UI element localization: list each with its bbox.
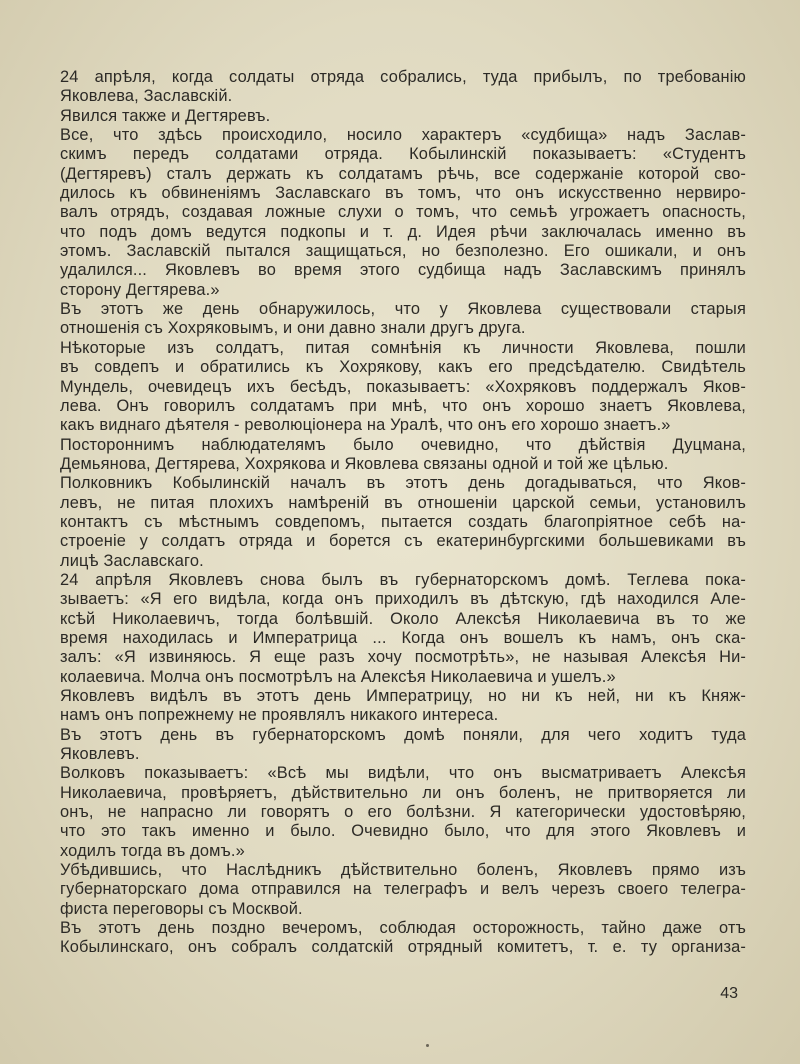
text-line: Яковлева, Заславскій. <box>60 87 233 106</box>
text-line: намъ онъ попрежнему не проявлялъ никакого интереса. <box>60 706 499 725</box>
text-line: залъ: «Я извиняюсь. Я еще разъ хочу посмотрѣть», не называя Алексѣя Ни- <box>60 648 746 667</box>
text-line: удалился... Яковлевъ во время этого судбища надъ Заславскимъ принялъ <box>60 261 746 280</box>
text-line: Полковникъ Кобылинскій началъ въ этотъ день догадываться, что Яков- <box>60 474 746 493</box>
text-line: (Дегтяревъ) сталъ держать къ солдатамъ рѣчь, все содержаніе которой сво- <box>60 164 746 183</box>
paragraph <box>60 339 746 436</box>
text-line: что подъ домъ ведутся подкопы и т. д. Идея рѣчи заключалась именно въ <box>60 222 746 241</box>
page-number: 43 <box>720 985 738 1002</box>
text-line: онъ, не напрасно ли говорятъ о его болѣзни. Я категорически удостовѣряю, <box>60 803 746 822</box>
paragraph <box>60 68 746 107</box>
text-line: что это такъ именно и было. Очевидно было, что для этого Яковлевъ и <box>60 822 746 841</box>
paragraph <box>60 107 746 126</box>
text-line: 24 апрѣля, когда солдаты отряда собрались, туда прибылъ, по требованію <box>60 68 746 86</box>
text-line: въ совдепъ и обратились къ Хохрякову, какъ его предсѣдателю. Свидѣтель <box>60 358 746 377</box>
text-line: Явился также и Дегтяревъ. <box>60 106 271 125</box>
text-line: лицѣ Заславскаго. <box>60 551 204 570</box>
text-line: Яковлевъ. <box>60 745 140 764</box>
text-line: время находилась и Императрица ... Когда онъ вошелъ къ намъ, онъ ска- <box>60 628 746 647</box>
text-line: Мундель, очевидецъ ихъ бесѣдъ, показываетъ: «Хохряковъ поддержалъ Яков- <box>60 377 746 396</box>
text-line: колаевича. Молча онъ посмотрѣлъ на Алексѣя Николаевича и ушелъ.» <box>60 667 616 686</box>
text-line: отношенія съ Хохряковымъ, и они давно знали другъ друга. <box>60 319 526 338</box>
text-line: Яковлевъ видѣлъ въ этотъ день Императрицу, но ни къ ней, ни къ Княж- <box>60 687 746 705</box>
paragraph <box>60 764 746 861</box>
text-line: Демьянова, Дегтярева, Хохрякова и Яковлева связаны одной и той же цѣлью. <box>60 454 669 473</box>
text-line: валъ отрядъ, создавая ложные слухи о томъ, что семьѣ угрожаетъ опасность, <box>60 203 746 222</box>
text-line: 24 апрѣля Яковлевъ снова былъ въ губернаторскомъ домѣ. Теглева пока- <box>60 570 746 589</box>
paragraph <box>60 919 746 958</box>
paragraph <box>60 126 746 300</box>
text-line: лева. Онъ говорилъ солдатамъ при мнѣ, что онъ хорошо знаетъ Яковлева, <box>60 396 746 415</box>
text-line: Постороннимъ наблюдателямъ было очевидно, что дѣйствія Дуцмана, <box>60 435 746 454</box>
text-line: губернаторскаго дома отправился на телеграфъ и велъ черезъ своего телегра- <box>60 880 746 899</box>
text-line: ксѣй Николаевичъ, тогда болѣвшій. Около Алексѣя Николаевича въ то же <box>60 609 746 628</box>
text-line: левъ, не питая плохихъ намѣреній въ отношеніи царской семьи, установилъ <box>60 493 746 512</box>
text-line: фиста переговоры съ Москвой. <box>60 899 303 918</box>
text-line: зываетъ: «Я его видѣла, когда онъ приходилъ въ дѣтскую, гдѣ находился Але- <box>60 590 746 609</box>
text-line: контактъ съ мѣстнымъ совдепомъ, пытается создать благопріятное себѣ на- <box>60 512 746 531</box>
text-line: Убѣдившись, что Наслѣдникъ дѣйствительно боленъ, Яковлевъ прямо изъ <box>60 861 746 880</box>
text-line: сторону Дегтярева.» <box>60 280 220 299</box>
paragraph <box>60 861 746 919</box>
text-line: этомъ. Заславскій пытался защищаться, но безполезно. Его ошикали, и онъ <box>60 242 746 261</box>
text-line: Нѣкоторые изъ солдатъ, питая сомнѣнія къ личности Яковлева, пошли <box>60 338 746 357</box>
text-line: строеніе у солдатъ отряда и борется съ екатеринбургскими большевиками въ <box>60 532 746 551</box>
text-line: Кобылинскаго, онъ собралъ солдатскій отрядный комитетъ, т. е. ту организа- <box>60 938 746 957</box>
text-line: какъ виднаго дѣятеля - революціонера на Уралѣ, что онъ его хорошо знаетъ.» <box>60 416 671 435</box>
paragraph <box>60 474 746 571</box>
paragraph <box>60 571 746 687</box>
text-line: Въ этотъ же день обнаружилось, что у Яковлева существовали старыя <box>60 300 746 319</box>
text-line: дилось къ обвиненіямъ Заславскаго въ томъ, что онъ искусственно нервиро- <box>60 184 746 203</box>
body-text <box>60 68 746 958</box>
text-line: Въ этотъ день поздно вечеромъ, соблюдая осторожность, тайно даже отъ <box>60 919 746 938</box>
text-line: ходилъ тогда въ домъ.» <box>60 841 245 860</box>
paragraph <box>60 436 746 475</box>
text-line: Николаевича, провѣряетъ, дѣйствительно ли онъ боленъ, не притворяется ли <box>60 783 746 802</box>
text-line: Волковъ показываетъ: «Всѣ мы видѣли, что онъ высматриваетъ Алексѣя <box>60 764 746 783</box>
paragraph <box>60 687 746 726</box>
paper-speck <box>426 1044 429 1047</box>
paragraph <box>60 726 746 765</box>
text-line: Все, что здѣсь происходило, носило характеръ «судбища» надъ Заслав- <box>60 126 746 145</box>
text-line: Въ этотъ день въ губернаторскомъ домѣ поняли, для чего ходитъ туда <box>60 725 746 744</box>
paragraph <box>60 300 746 339</box>
text-line: скимъ передъ солдатами отряда. Кобылинскій показываетъ: «Студентъ <box>60 145 746 164</box>
